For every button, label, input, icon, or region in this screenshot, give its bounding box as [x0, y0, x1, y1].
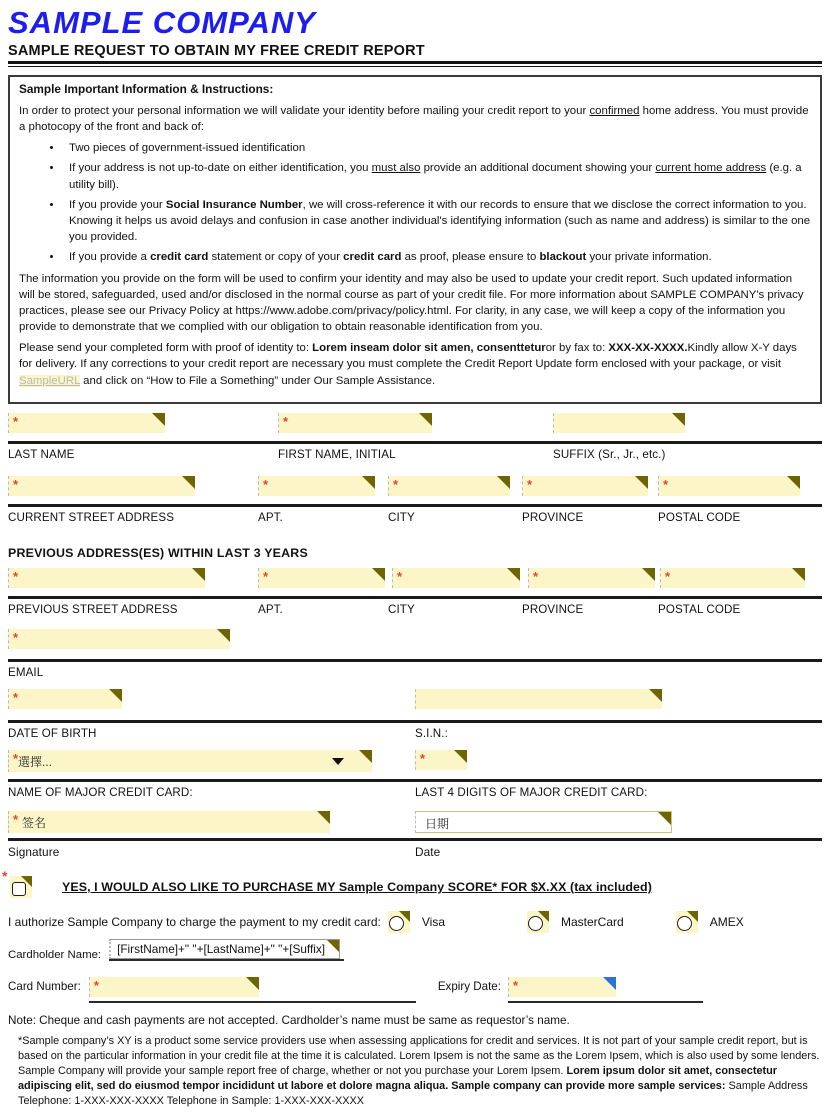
visa-radio[interactable]	[388, 911, 410, 933]
required-marker: *	[13, 750, 19, 766]
folded-corner-icon	[538, 911, 549, 922]
folded-corner-icon	[687, 911, 698, 922]
folded-corner-icon	[372, 568, 385, 581]
amex-label: AMEX	[709, 914, 744, 929]
text: XXX-XX-XXXX.	[608, 342, 688, 355]
expiry-date-label: Expiry Date:	[437, 979, 501, 993]
last-name-label: LAST NAME	[8, 447, 75, 461]
folded-corner-icon	[642, 568, 655, 581]
required-marker: *	[13, 811, 19, 827]
required-marker: *	[527, 476, 533, 492]
signature-label: Signature	[8, 844, 60, 859]
folded-corner-icon	[497, 476, 510, 489]
required-marker: *	[2, 867, 8, 884]
current-apt-field[interactable]	[258, 476, 375, 496]
signature-field[interactable]	[8, 811, 330, 833]
visa-label: Visa	[421, 914, 445, 929]
folded-corner-icon	[362, 476, 375, 489]
dob-label: DATE OF BIRTH	[8, 726, 97, 740]
page-title: SAMPLE REQUEST TO OBTAIN MY FREE CREDIT REPORT	[8, 43, 425, 60]
text: your private information.	[586, 251, 712, 264]
text: Please send your completed form with proof of identity to:	[19, 342, 313, 355]
previous-province-field[interactable]	[528, 568, 655, 588]
bullet-item	[63, 140, 811, 156]
card-number-label: Card Number:	[8, 979, 81, 993]
chevron-down-icon	[332, 758, 344, 765]
text: provide an additional document showing your	[420, 162, 656, 175]
required-marker: *	[263, 476, 269, 492]
text: If your address is not up-to-date on either identification, you	[69, 162, 372, 175]
text: Two pieces of government-issued identification	[69, 142, 306, 155]
text: current home address	[655, 162, 767, 175]
email-secondary-field[interactable]	[415, 689, 662, 709]
sin-label: S.I.N.:	[415, 726, 448, 740]
required-marker: *	[663, 476, 669, 492]
previous-address-2-field[interactable]	[8, 629, 230, 649]
folded-corner-icon	[217, 629, 230, 642]
suffix-label: SUFFIX (Sr., Jr., etc.)	[553, 447, 666, 461]
province-label: PROVINCE	[522, 510, 584, 524]
dob-placeholder: 選擇...	[18, 754, 53, 769]
divider	[8, 720, 822, 723]
folded-corner-icon	[603, 977, 616, 990]
email-label: EMAIL	[8, 665, 44, 679]
text: blackout	[539, 251, 587, 264]
text: credit card	[150, 251, 209, 264]
folded-corner-icon	[246, 977, 259, 990]
company-logo-title: SAMPLE COMPANY	[8, 5, 316, 40]
required-marker: *	[13, 413, 19, 429]
folded-corner-icon	[787, 476, 800, 489]
text: (e.g. a utility bill).	[69, 162, 802, 191]
folded-corner-icon	[635, 476, 648, 489]
credit-card-name-label: NAME OF MAJOR CREDIT CARD:	[8, 785, 193, 799]
cardholder-name-value: [FirstName]+" "+[LastName]+" "+[Suffix]	[117, 941, 326, 956]
folded-corner-icon	[792, 568, 805, 581]
folded-corner-icon	[672, 413, 685, 426]
text: as proof, please ensure to	[401, 251, 540, 264]
required-marker: *	[283, 413, 289, 429]
current-province-field[interactable]	[522, 476, 648, 496]
dob-select[interactable]	[8, 750, 372, 772]
divider	[8, 596, 822, 599]
text: , we will cross-reference it with our records to ensure that we disclose the correct information to you. Knowing it helps us avoid delays and confusion in case another individual's identifying information (such as name and address) is similar to the one you provided.	[69, 198, 811, 244]
text: *Sample company’s XY is a product some service providers use when assessing applications for credit and services. It is not part of your sample credit report, but is based on the particular information in your credit file at the time it is calculated. Lorem Ipsem is not the same as the Lorem Ipsem, which is also used by some lenders. Sample Company will provide your sample report free of charge, whether or not you purchase your Lorem Ipsem.	[18, 1034, 820, 1077]
purchase-score-checkbox[interactable]	[2, 867, 32, 898]
province-label: PROVINCE	[522, 602, 584, 616]
authorize-statement: I authorize Sample Company to charge the payment to my credit card:	[8, 914, 381, 929]
text: Social Insurance Number	[165, 198, 303, 211]
required-marker: *	[13, 629, 19, 645]
folded-corner-icon	[317, 811, 330, 824]
bullet-item	[63, 249, 811, 265]
text: If you provide a	[69, 251, 151, 264]
folded-corner-icon	[507, 568, 520, 581]
previous-street-label: PREVIOUS STREET ADDRESS	[8, 602, 178, 616]
current-street-address-field[interactable]	[8, 476, 195, 496]
required-marker: *	[263, 568, 269, 584]
mastercard-radio[interactable]	[527, 911, 549, 933]
postal-code-label: POSTAL CODE	[658, 602, 741, 616]
credit-card-last4-label: LAST 4 DIGITS OF MAJOR CREDIT CARD:	[415, 785, 648, 799]
expiry-date-field[interactable]	[508, 977, 616, 997]
first-name-label: FIRST NAME, INITIAL	[278, 447, 396, 461]
cardholder-name-label: Cardholder Name:	[8, 948, 102, 961]
text: and click on “How to File a Something” under Our Sample Assistance.	[80, 374, 436, 387]
sin-field[interactable]	[415, 750, 467, 770]
current-street-label: CURRENT STREET ADDRESS	[8, 510, 175, 524]
city-label: CITY	[388, 602, 415, 616]
amex-radio[interactable]	[676, 911, 698, 933]
required-marker: *	[420, 750, 426, 766]
previous-apt-field[interactable]	[258, 568, 385, 588]
required-marker: *	[393, 476, 399, 492]
send-paragraph	[19, 340, 811, 389]
folded-corner-icon	[192, 568, 205, 581]
text: credit card	[343, 251, 402, 264]
text: confirmed	[589, 104, 640, 117]
folded-corner-icon	[109, 689, 122, 702]
text: Sample Address Telephone: 1-XXX-XXX-XXXX Telephone in Sample: 1-XXX-XXX-XXXX	[18, 1079, 808, 1108]
date-field[interactable]	[415, 811, 672, 833]
card-number-field[interactable]	[89, 977, 259, 997]
apt-label: APT.	[258, 510, 283, 524]
previous-city-field[interactable]	[392, 568, 520, 588]
email-field[interactable]	[8, 689, 122, 709]
divider	[8, 659, 822, 662]
required-marker: *	[13, 568, 19, 584]
last-name-field[interactable]	[8, 413, 165, 433]
city-label: CITY	[388, 510, 415, 524]
required-marker: *	[13, 689, 19, 705]
instructions-heading: Sample Important Information & Instructions:	[19, 82, 274, 97]
folded-corner-icon	[327, 940, 339, 952]
text: statement or copy of your	[208, 251, 344, 264]
apt-label: APT.	[258, 602, 283, 616]
sample-url-link[interactable]: SampleURL	[19, 374, 80, 387]
folded-corner-icon	[419, 413, 432, 426]
first-name-field[interactable]	[278, 413, 432, 433]
bullet-item	[63, 197, 811, 246]
required-marker: *	[665, 568, 671, 584]
bullet-item	[63, 160, 811, 192]
text: Lorem ipsum dolor sit amet, consectetur adipiscing elit, sed do eiusmod tempor incididunt ut labore et dolore magna aliqua. Sample company can provide more sample services:	[18, 1064, 778, 1092]
text: home address. You must provide a photocopy of the front and back of:	[19, 104, 809, 134]
cardholder-name-field[interactable]	[109, 939, 340, 959]
divider	[8, 504, 822, 507]
required-marker: *	[533, 568, 539, 584]
current-postal-code-field[interactable]	[658, 476, 800, 496]
required-marker: *	[512, 977, 519, 993]
folded-corner-icon	[658, 812, 671, 825]
date-label: Date	[415, 844, 441, 859]
divider	[8, 838, 822, 841]
folded-corner-icon	[359, 750, 372, 763]
folded-corner-icon	[454, 750, 467, 763]
divider	[8, 779, 822, 782]
date-placeholder: 日期	[425, 816, 450, 831]
postal-code-label: POSTAL CODE	[658, 510, 741, 524]
text: Kindly allow X-Y days for delivery. If any corrections to your credit report are necessary you must complete the Credit Report Update form enclosed with your package, or visit	[19, 342, 797, 371]
text: If you provide your	[69, 198, 166, 211]
instructions-box	[8, 75, 822, 404]
required-marker: *	[397, 568, 403, 584]
mastercard-label: MasterCard	[561, 914, 624, 929]
text: or by fax to:	[545, 342, 609, 355]
divider	[8, 61, 822, 67]
current-city-field[interactable]	[388, 476, 510, 496]
previous-street-address-field[interactable]	[8, 568, 205, 588]
text: Lorem inseam dolor sit amen, consenttetur	[312, 342, 546, 355]
required-marker: *	[13, 476, 19, 492]
payment-note: Note: Cheque and cash payments are not accepted. Cardholder’s name must be same as requestor’s name.	[8, 1013, 570, 1027]
text: must also	[371, 162, 421, 175]
folded-corner-icon	[152, 413, 165, 426]
folded-corner-icon	[399, 911, 410, 922]
previous-address-section-heading: PREVIOUS ADDRESS(ES) WITHIN LAST 3 YEARS	[8, 545, 308, 560]
folded-corner-icon	[649, 689, 662, 702]
folded-corner-icon	[21, 876, 32, 887]
fine-print	[18, 1034, 822, 1109]
required-marker: *	[93, 977, 99, 993]
divider	[8, 441, 822, 444]
purchase-score-statement: YES, I WOULD ALSO LIKE TO PURCHASE MY Sample Company SCORE* FOR $X.XX (tax included)	[62, 879, 652, 894]
folded-corner-icon	[182, 476, 195, 489]
previous-postal-code-field[interactable]	[660, 568, 805, 588]
instructions-bullets	[19, 140, 811, 265]
signature-placeholder: 签名	[22, 815, 47, 830]
suffix-field[interactable]	[553, 413, 685, 433]
privacy-paragraph: The information you provide on the form will be used to confirm your identity and may also be used to update your credit report. Such updated information will be stored, safeguarded, used and/or disclosed in the normal course as part of your credit file. For more information about SAMPLE COMPANY's privacy practices, please see our Privacy Policy at https://www.adobe.com/privacy/policy.html. For clarity, in any case, we will keep a copy of the information you provide to demonstrate that we complied with our obligation to obtain reasonable identification from you.	[19, 272, 804, 334]
text: In order to protect your personal information we will validate your identity before mailing your credit report to your	[19, 104, 590, 117]
instructions-paragraph	[19, 103, 811, 135]
